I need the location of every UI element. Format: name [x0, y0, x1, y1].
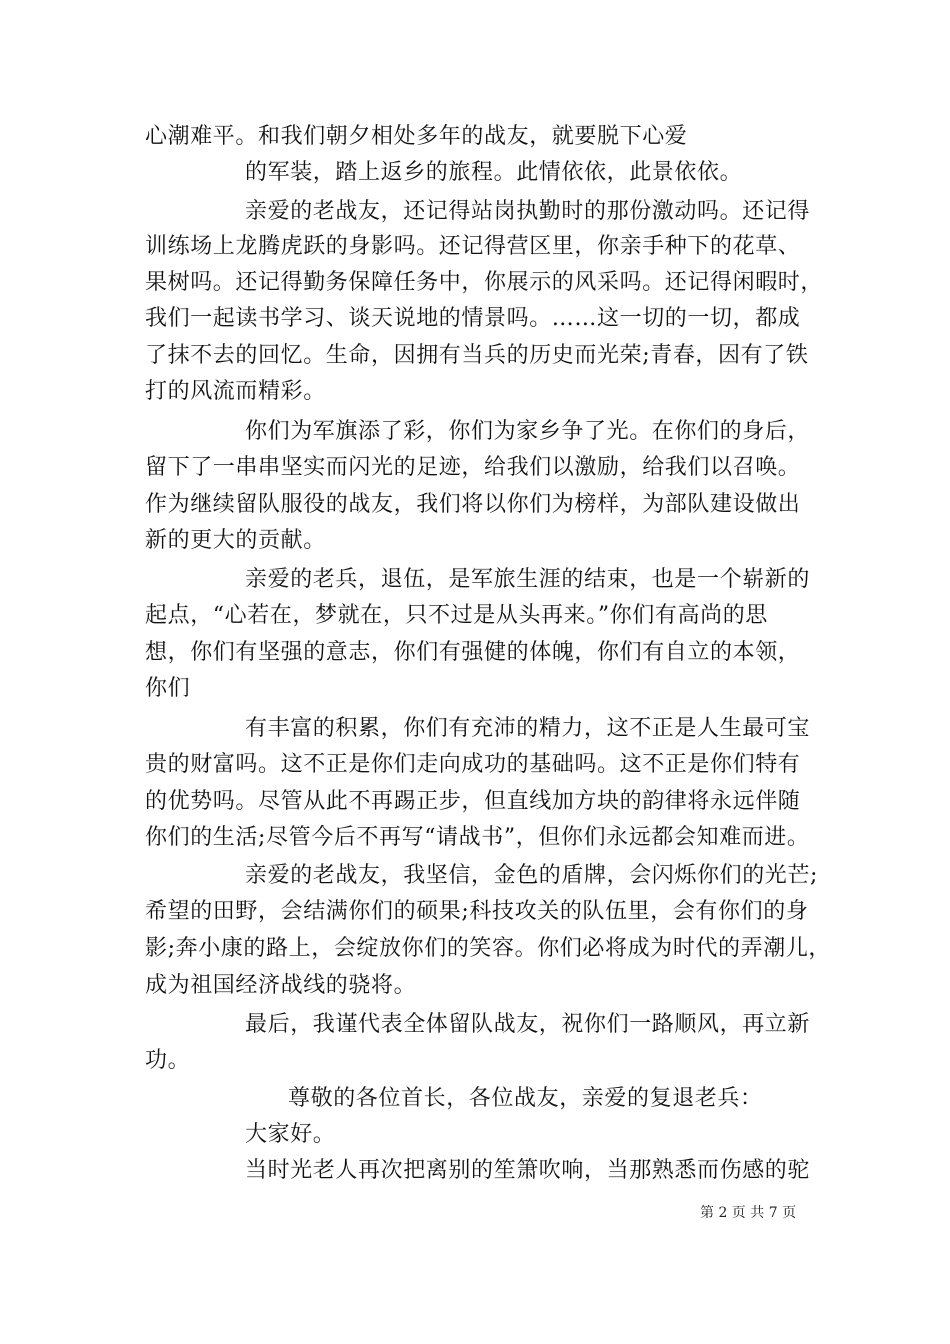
- text-line: 的优势吗。尽管从此不再踢正步，但直线加方块的韵律将永远伴随: [145, 789, 801, 814]
- text-line: 最后，我谨代表全体留队战友，祝你们一路顺风，再立新: [245, 1012, 811, 1037]
- text-line: 亲爱的老兵，退伍，是军旅生涯的结束，也是一个崭新的: [245, 567, 811, 592]
- text-line: 希望的田野，会结满你们的硕果;科技攻关的队伍里，会有你们的身: [145, 899, 809, 924]
- text-line: 你们: [145, 676, 191, 701]
- text-line: 功。: [145, 1048, 191, 1073]
- text-line: 心潮难平。和我们朝夕相处多年的战友，就要脱下心爱: [145, 124, 688, 149]
- text-line: 的军装，踏上返乡的旅程。此情依依，此景依依。: [245, 160, 743, 185]
- text-line: 作为继续留队服役的战友，我们将以你们为榜样，为部队建设做出: [145, 492, 801, 517]
- text-line: 亲爱的老战友，还记得站岗执勤时的那份激动吗。还记得: [245, 199, 811, 224]
- text-line: 打的风流而精彩。: [145, 379, 326, 404]
- text-line: 训练场上龙腾虎跃的身影吗。还记得营区里，你亲手种下的花草、: [145, 234, 801, 259]
- text-line: 新的更大的贡献。: [145, 528, 326, 553]
- text-line: 你们为军旗添了彩，你们为家乡争了光。在你们的身后，: [245, 419, 811, 444]
- text-line: 想，你们有坚强的意志，你们有强健的体魄，你们有自立的本领，: [145, 640, 801, 665]
- text-line: 留下了一串串坚实而闪光的足迹，给我们以激励，给我们以召唤。: [145, 455, 801, 480]
- page-number-footer: 第 2 页 共 7 页: [700, 1205, 797, 1221]
- text-line: 了抹不去的回忆。生命，因拥有当兵的历史而光荣;青春，因有了铁: [145, 343, 809, 368]
- text-line: 贵的财富吗。这不正是你们走向成功的基础吗。这不正是你们特有: [145, 752, 801, 777]
- text-line: 亲爱的老战友，我坚信，金色的盾牌，会闪烁你们的光芒;: [245, 863, 819, 888]
- text-line: 你们的生活;尽管今后不再写“请战书”，但你们永远都会知难而进。: [145, 825, 810, 850]
- text-line: 大家好。: [245, 1122, 336, 1147]
- text-line: 起点，“心若在，梦就在，只不过是从头再来。”你们有高尚的思: [145, 603, 768, 628]
- text-line: 影;奔小康的路上，会绽放你们的笑容。你们必将成为时代的弄潮儿，: [145, 936, 832, 961]
- text-line: 当时光老人再次把离别的笙箫吹响，当那熟悉而伤感的驼: [245, 1158, 811, 1183]
- text-line: 尊敬的各位首长，各位战友，亲爱的复退老兵：: [288, 1086, 763, 1111]
- text-line: 我们一起读书学习、谈天说地的情景吗。……这一切的一切，都成: [145, 306, 801, 331]
- text-line: 成为祖国经济战线的骁将。: [145, 973, 417, 998]
- text-line: 有丰富的积累，你们有充沛的精力，这不正是人生最可宝: [245, 716, 811, 741]
- text-line: 果树吗。还记得勤务保障任务中，你展示的风采吗。还记得闲暇时，: [145, 270, 824, 295]
